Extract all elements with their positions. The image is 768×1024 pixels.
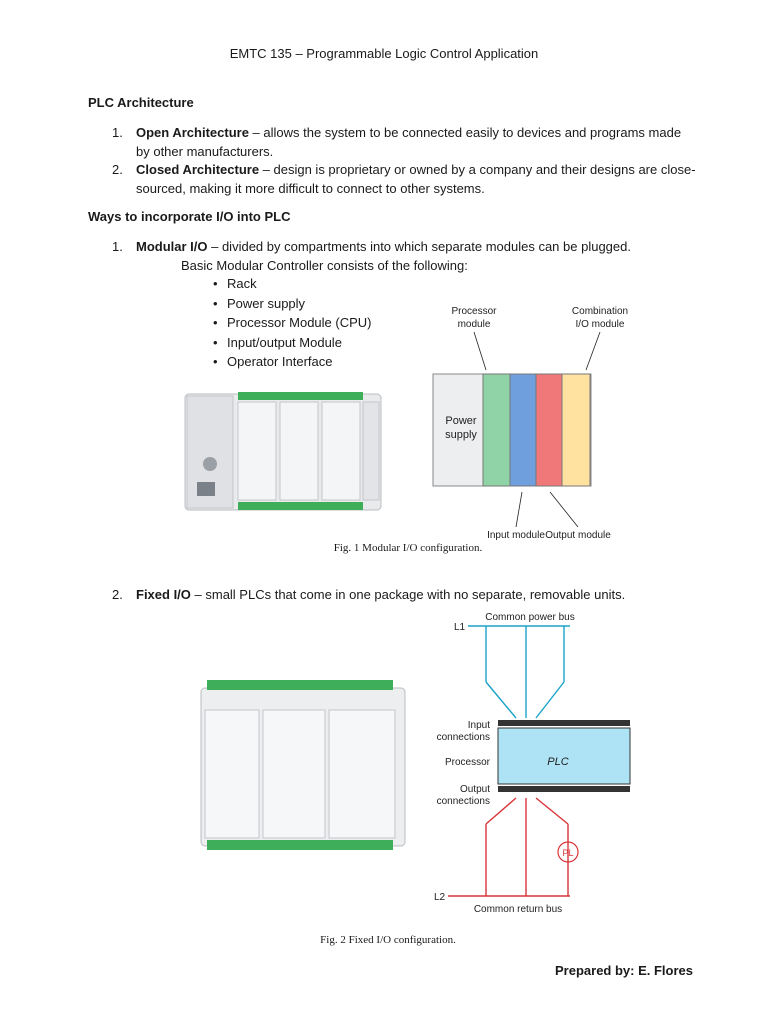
label-l2: L2 <box>434 892 446 903</box>
label-output-module: Output module <box>545 530 611 541</box>
list-item-open-architecture: 1. Open Architecture – allows the system to be connected easily to devices and programs made by other manufacturers. <box>112 125 682 159</box>
prepared-by: Prepared by: E. Flores <box>555 963 693 978</box>
modular-intro: Basic Modular Controller consists of the following: <box>181 258 468 273</box>
svg-text:module: module <box>457 319 491 330</box>
list-item: • Input/output Module <box>213 333 372 353</box>
component-list <box>213 274 372 372</box>
label-output-connections: Output <box>459 784 490 795</box>
label-plc: PLC <box>547 756 569 768</box>
label-common-return-bus: Common return bus <box>473 904 563 915</box>
list-item: • Power supply <box>213 294 372 314</box>
label-power-supply: Power <box>445 415 477 427</box>
label-input-module: Input module <box>487 530 545 541</box>
list-item: • Processor Module (CPU) <box>213 313 372 333</box>
page-title: EMTC 135 – Programmable Logic Control Application <box>229 46 539 61</box>
figure2-caption: Fig. 2 Fixed I/O configuration. <box>320 934 456 946</box>
modular-io-diagram <box>428 302 668 544</box>
svg-text:supply: supply <box>445 429 477 441</box>
list-item: • Operator Interface <box>213 352 372 372</box>
modular-plc-photo <box>183 382 383 522</box>
section-heading-architecture: PLC Architecture <box>88 95 194 110</box>
fixed-plc-photo <box>197 670 409 866</box>
label-pl: PL <box>562 848 574 858</box>
svg-text:I/O module: I/O module <box>575 319 625 330</box>
svg-text:connections: connections <box>436 796 490 807</box>
label-processor: Processor <box>451 306 497 317</box>
label-l1: L1 <box>454 622 466 633</box>
fixed-io-diagram <box>428 612 638 918</box>
label-processor: Processor <box>444 757 490 768</box>
label-input-connections: Input <box>467 720 490 731</box>
label-common-power-bus: Common power bus <box>485 612 575 623</box>
list-item: • Rack <box>213 274 372 294</box>
figure1-caption: Fig. 1 Modular I/O configuration. <box>333 542 483 554</box>
label-combination: Combination <box>571 306 629 317</box>
section-heading-io: Ways to incorporate I/O into PLC <box>88 209 291 224</box>
svg-text:connections: connections <box>436 732 490 743</box>
list-item-closed-architecture: 2. Closed Architecture – design is proprietary or owned by a company and their designs are close-sourced, making it more difficult to connect to other systems. <box>112 162 696 196</box>
